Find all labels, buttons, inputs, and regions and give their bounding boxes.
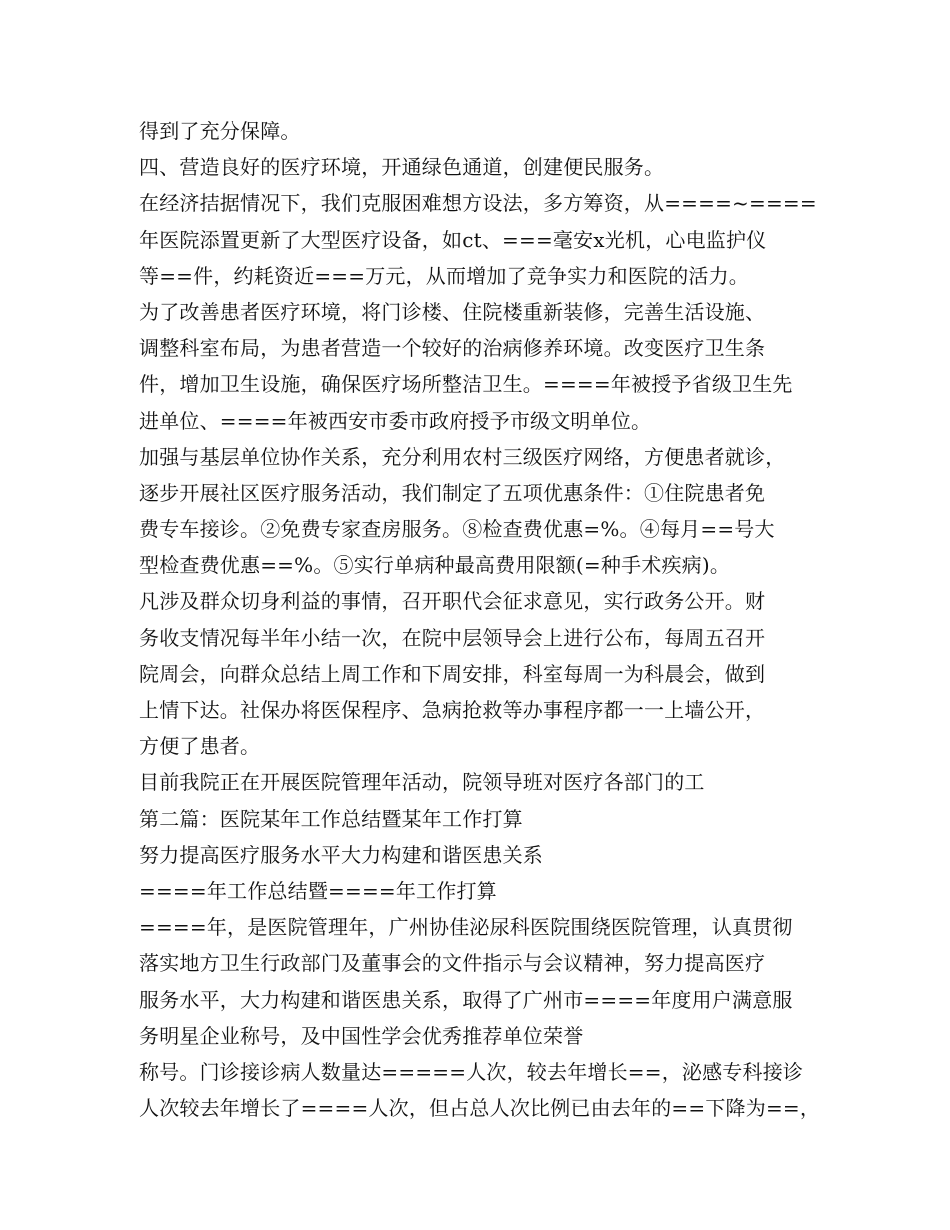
- text-line: 件，增加卫生设施，确保医疗场所整洁卫生。====年被授予省级卫生先: [139, 372, 793, 397]
- text-line: 为了改善患者医疗环境，将门诊楼、住院楼重新装修，完善生活设施、: [139, 299, 766, 324]
- document-body: [139, 113, 829, 1126]
- text-line: 型检查费优惠==%。⑤实行单病种最高费用限额(=种手术疾病)。: [139, 553, 731, 578]
- text-line: 等==件，约耗资近===万元，从而增加了竞争实力和医院的活力。: [139, 263, 749, 288]
- text-line: 服务水平，大力构建和谐医患关系，取得了广州市====年度用户满意服: [139, 987, 793, 1012]
- text-line: 务收支情况每半年小结一次，在院中层领导会上进行公布，每周五召开: [139, 625, 766, 650]
- section-heading: 四、营造良好的医疗环境，开通绿色通道，创建便民服务。: [139, 155, 665, 180]
- text-line: 方便了患者。: [139, 734, 261, 759]
- text-line: 凡涉及群众切身利益的事情，召开职代会征求意见，实行政务公开。财: [139, 589, 766, 614]
- text-line: 上情下达。社保办将医保程序、急病抢救等办事程序都一一上墙公开，: [139, 698, 766, 722]
- text-line: 费专车接诊。②免费专家查房服务。⑧检查费优惠=%。④每月==号大: [139, 517, 775, 542]
- chapter-title: 第二篇：医院某年工作总结暨某年工作打算: [139, 806, 523, 831]
- text-line: 落实地方卫生行政部门及董事会的文件指示与会议精神，努力提高医疗: [139, 951, 766, 976]
- text-line: 人次较去年增长了====人次，但占总人次比例已由去年的==下降为==，: [139, 1096, 821, 1121]
- text-line: 得到了充分保障。: [139, 119, 301, 143]
- text-line: 称号。门诊接诊病人数量达=====人次，较去年增长==，泌感专科接诊: [139, 1059, 804, 1084]
- text-line: 进单位、====年被西安市委市政府授予市级文明单位。: [139, 408, 652, 433]
- text-line: 年医院添置更新了大型医疗设备，如ct、===毫安x光机，心电监护仪: [139, 227, 767, 252]
- text-line: ====年，是医院管理年，广州协佳泌尿科医院围绕医院管理，认真贯彻: [139, 915, 793, 940]
- text-line: 调整科室布局，为患者营造一个较好的治病修养环境。改变医疗卫生条: [139, 336, 766, 361]
- subtitle: 努力提高医疗服务水平大力构建和谐医患关系: [139, 842, 543, 867]
- subtitle: ====年工作总结暨====年工作打算: [139, 878, 497, 903]
- text-line: 院周会，向群众总结上周工作和下周安排，科室每周一为科晨会，做到: [139, 661, 766, 686]
- text-line: 务明星企业称号，及中国性学会优秀推荐单位荣誉: [139, 1023, 584, 1048]
- text-line: 加强与基层单位协作关系，充分利用农村三级医疗网络，方便患者就诊，: [139, 444, 786, 469]
- text-line: 目前我院正在开展医院管理年活动，院领导班对医疗各部门的工: [139, 770, 705, 795]
- text-line: 逐步开展社区医疗服务活动，我们制定了五项优惠条件：①住院患者免: [139, 480, 766, 505]
- text-line: 在经济拮据情况下，我们克服困难想方设法，多方筹资，从====~====: [139, 191, 817, 216]
